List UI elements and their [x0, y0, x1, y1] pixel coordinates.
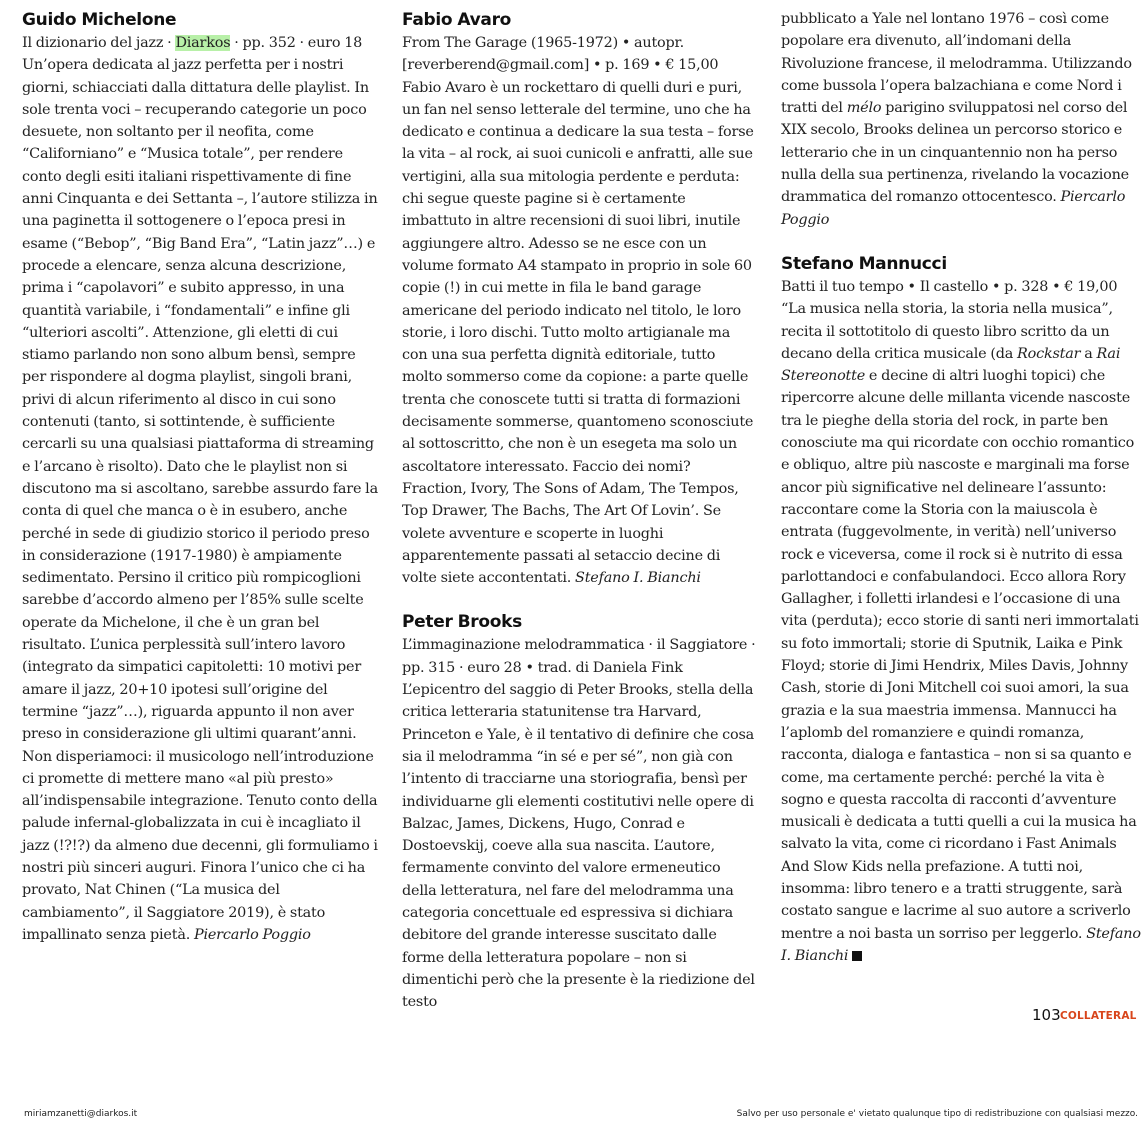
book-title-meta: Il dizionario del jazz ·	[22, 35, 176, 51]
review-body-continued	[781, 8, 1141, 231]
review-text-emphasis: mélo	[846, 100, 882, 117]
review-body	[402, 77, 758, 590]
page-number: 103	[1032, 1006, 1061, 1024]
column-2	[402, 8, 758, 1013]
review-body	[22, 54, 380, 946]
end-of-article-mark	[852, 951, 862, 961]
review-text: a	[1080, 345, 1097, 362]
review-author: Fabio Avaro	[402, 10, 512, 30]
reviewer-signature: Stefano I. Bianchi	[575, 570, 701, 587]
review-book-meta: Batti il tuo tempo • Il castello • p. 328 • € 19,00	[781, 278, 1118, 295]
review-author: Peter Brooks	[402, 612, 522, 633]
column-1	[22, 8, 380, 946]
review-body	[781, 298, 1141, 967]
review-text: pubblicato a Yale nel lontano 1976 – così come popolare era divenuto, all’indomani della Rivoluzione francese, il melodramma. Utilizzando come bussola l’opera balzachiana e come Nord i tratti del	[781, 11, 1132, 117]
review-author: Guido Michelone	[22, 10, 177, 30]
review-text: parigino sviluppatosi nel corso del XIX secolo, Brooks delinea un percorso storico e letterario che in un cinquantennio non ha perso nulla della sua pertinenza, rivelando la vocazione drammatica del romanzo ottocentesco.	[781, 100, 1129, 206]
footer-email: miriamzanetti@diarkos.it	[24, 1109, 138, 1119]
reviewer-signature: Stefano I. Bianchi	[781, 925, 1141, 964]
column-3	[781, 8, 1141, 967]
review-text-emphasis: Rockstar	[1017, 345, 1081, 362]
review-book-meta: L’immaginazione melodrammatica · il Saggiatore · pp. 315 · euro 28 • trad. di Daniela Fink	[402, 637, 756, 676]
review-text: “La musica nella storia, la storia nella musica”, recita il sottotitolo di questo libro scritto da un decano della critica musicale (da	[781, 301, 1113, 362]
review-body: L’epicentro del saggio di Peter Brooks, stella della critica letteraria statunitense tra Harvard, Princeton e Yale, è il tentativo di definire che cosa sia il melodramma “in sé e per sé”, non già con l’intento di tracciarne una storiografia, bensì per individuarne gli elementi costitutivi nelle opere di Balzac, James, Dickens, Hugo, Conrad e Dostoevskij, coeve alla sua nascita. L’autore, fermamente convinto del valore ermeneutico della letteratura, nel fare del melodramma una categoria concettuale ed espressiva si dichiara debitore del grande interesse suscitato dalle forme della letteratura popolare – non si dimentichi però che la presente è la riedizione del testo	[402, 682, 755, 1011]
review-text: Un’opera dedicata al jazz perfetta per i nostri giorni, schiacciati dalla dittatura delle playlist. In sole trenta voci – recuperando categorie un poco desuete, non soltanto per il neofita, come “Californiano” e “Musica totale”, per rendere conto degli esiti italiani rispettivamente di fine anni Cinquanta e dei Settanta –, l’autore stilizza in una paginetta il sottogenere o l’epoca presi in esame (“Bebop”, “Big Band Era”, “Latin jazz”…) e procede a elencare, senza alcuna descrizione, prima i “capolavori” e subito appresso, in una quantità variabile, i “fondamentali” e infine gli “ulteriori ascolti”. Attenzione, gli eletti di cui stiamo parlando non sono album bensì, sempre per rispondere al dogma playlist, singoli brani, privi di alcun riferimento al disco in cui sono contenuti (tanto, si sottintende, è sufficiente cercarli su una qualsiasi piattaforma di streaming e l’arcano è risolto). Dato che le playlist non si discutono ma si ascoltano, sarebbe assurdo fare la conta di quel che manca o è in esubero, anche perché in sede di giudizio storico il periodo preso in considerazione (1917-1980) è ampiamente sedimentato. Persino il critico più rompicoglioni sarebbe d’accordo almeno per l’85% sulle scelte operate da Michelone, il che è un gran bel risultato. L’unica perplessità sull’intero lavoro (integrato da simpatici capitoletti: 10 motivi per amare il jazz, 20+10 ipotesi sull’origine del termine “jazz”…), riguarda appunto il non aver preso in considerazione gli ultimi quarant’anni. Non disperiamoci: il musicologo nell’introduzione ci promette di mettere mano «al più presto» all’indispensabile integrazione. Tenuto conto della palude infernal-globalizzata in cui è incagliato il jazz (!?!?) da almeno due decenni, gli formuliamo i nostri più sinceri auguri. Finora l’unico che ci ha provato, Nat Chinen (“La musica del cambiamento”, il Saggiatore 2019), è stato impallinato senza pietà.	[22, 57, 378, 943]
publisher-highlight: Diarkos	[175, 35, 231, 51]
footer-notice: Salvo per uso personale e' vietato qualunque tipo di redistribuzione con qualsiasi mezzo.	[736, 1109, 1138, 1119]
magazine-brand: COLLATERAL	[1060, 1010, 1137, 1022]
book-price-meta: · pp. 352 · euro 18	[230, 35, 363, 51]
reviewer-signature: Piercarlo Poggio	[193, 926, 311, 943]
review-book-meta: From The Garage (1965-1972) • autopr. [reverberend@gmail.com] • p. 169 • € 15,00	[402, 35, 719, 74]
review-book-meta	[22, 32, 380, 54]
review-text: e decine di altri luoghi topici) che ripercorre alcune delle millanta vicende nascoste tra le pieghe della storia del rock, in parte ben conosciute ma qui ricordate con occhio romantico e obliquo, altre più nascoste e marginali ma forse ancor più significative nel delineare l’assunto: raccontare come la Storia con la maiuscola è entrata (fuggevolmente, in verità) nell’universo rock e viceversa, come il rock si è nutrito di essa parlottandoci e confabulandoci. Ecco allora Rory Gallagher, i folletti irlandesi e l’occasione di una vita (perduta); ecco storie di santi neri immortalati su foto immortali; storie di Sputnik, Laika e Pink Floyd; storie di Jimi Hendrix, Miles Davis, Johnny Cash, storie di Joni Mitchell coi suoi amori, la sua grazia e la sua maestria immensa. Mannucci ha l’aplomb del romanziere e quindi romanza, racconta, dialoga e fantastica – non si sa quanto e come, ma certamente perché: perché la vita è sogno e questa raccolta di racconti d’avventure musicali è dedicata a tutti quelli a cui la musica ha salvato la vita, come ci ricordano i Fast Animals And Slow Kids nella prefazione. A tutti noi, insomma: libro tenero e a tratti struggente, sarà costato sangue e lacrime al suo autore a scriverlo mentre a noi basta un sorriso per leggerlo.	[781, 368, 1139, 942]
review-text-emphasis: Rai Stereonotte	[781, 345, 1121, 385]
review-author: Stefano Mannucci	[781, 253, 947, 274]
reviewer-signature: Piercarlo Poggio	[781, 189, 1126, 228]
review-text: Fabio Avaro è un rockettaro di quelli duri e puri, un fan nel senso letterale del termine, uno che ha dedicato e continua a dedicare la sua testa – forse la vita – al rock, ai suoi cunicoli e anfratti, alle sue vertigini, alla sua mitologia perdente e perduta: chi segue queste pagine si è certamente imbattuto in altre recensioni di suoi libri, inutile aggiungere altro. Adesso se ne esce con un volume formato A4 stampato in proprio in sole 60 copie (!) in cui mette in fila le band garage americane del periodo indicato nel titolo, le loro storie, i loro dischi. Tutto molto artigianale ma con una sua perfetta dignità editoriale, tutto molto sommerso come da copione: a parte quelle trenta che conoscete tutti si tratta di formazioni decisamente sommerse, quantomeno sconosciute al sottoscritto, che non è un esegeta ma solo un ascoltatore interessato. Faccio dei nomi? Fraction, Ivory, The Sons of Adam, The Tempos, Top Drawer, The Bachs, The Art Of Lovin’. Se volete avventure e scoperte in luoghi apparentemente passati al setaccio decine di volte siete accontentati.	[402, 79, 754, 587]
